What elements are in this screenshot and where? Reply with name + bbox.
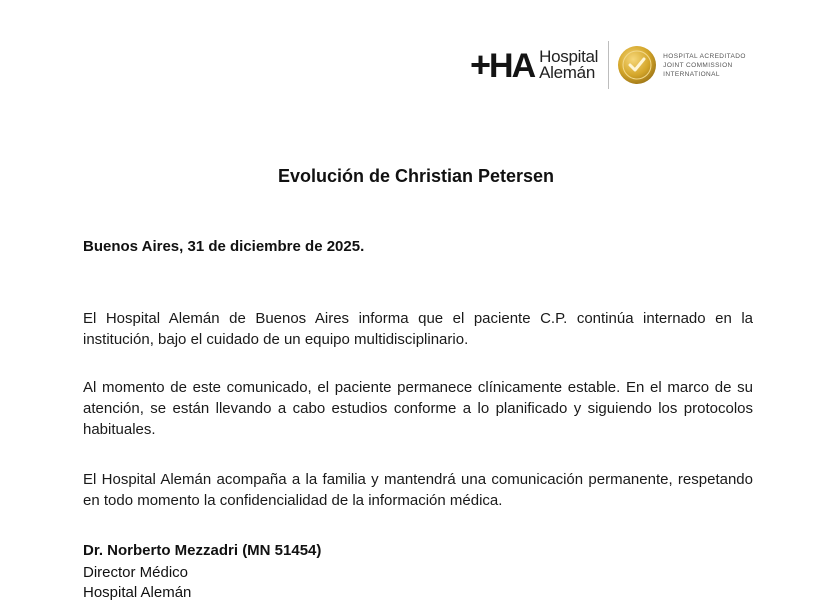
logo-wordmark <box>539 49 598 81</box>
signatory-organization: Hospital Alemán <box>83 584 192 601</box>
accreditation-line-2: JOINT COMMISSION <box>663 61 733 69</box>
signatory-name: Dr. Norberto Mezzadri (MN 51454) <box>83 542 322 559</box>
joint-commission-seal-icon <box>617 45 657 85</box>
logo-line-1: Hospital <box>539 47 599 66</box>
document-title: Evolución de Christian Petersen <box>277 166 555 186</box>
logo-line-2: Alemán <box>539 63 595 82</box>
paragraph-2: Al momento de este comunicado, el paciente permanece clínicamente estable. En el marco de su atención, se están llevando a cabo estudios conforme a lo planificado y siguiendo los protocolos habituales. <box>83 379 753 438</box>
paragraph-1: El Hospital Alemán de Buenos Aires informa que el paciente C.P. continúa internado en la institución, bajo el cuidado de un equipo multidisciplinario. <box>83 310 753 348</box>
signatory-role: Director Médico <box>83 564 189 581</box>
paragraph-3: El Hospital Alemán acompaña a la familia y mantendrá una comunicación permanente, respetando en todo momento la confidencialidad de la información médica. <box>83 471 753 509</box>
accreditation-line-3: INTERNATIONAL <box>663 70 720 78</box>
letterhead <box>470 40 746 90</box>
accreditation-line-1: HOSPITAL ACREDITADO <box>663 52 746 60</box>
logo-divider <box>608 41 609 89</box>
date-line: Buenos Aires, 31 de diciembre de 2025. <box>83 238 365 255</box>
accreditation-text <box>663 52 746 79</box>
hospital-logo <box>470 44 599 85</box>
logo-mark: +HA <box>470 44 535 85</box>
